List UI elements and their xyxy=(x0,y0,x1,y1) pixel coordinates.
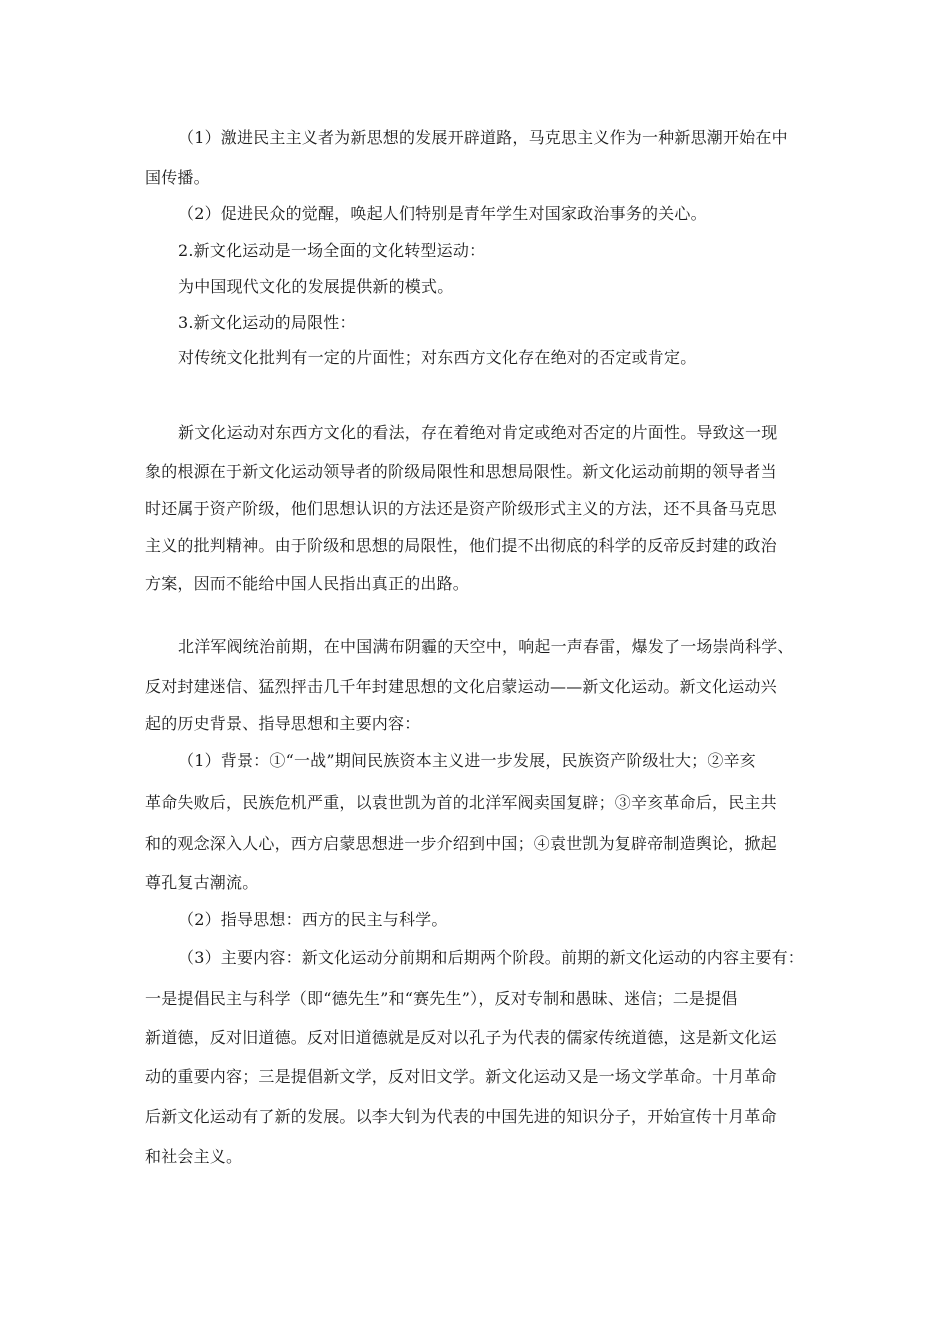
section3-intro-line: 北洋军阀统治前期，在中国满布阴霾的天空中，响起一声春雷，爆发了一场崇尚科学、 xyxy=(178,637,794,656)
section2-line: 方案，因而不能给中国人民指出真正的出路。 xyxy=(145,574,470,593)
section2-line: 象的根源在于新文化运动领导者的阶级局限性和思想局限性。新文化运动前期的领导者当 xyxy=(145,462,777,481)
section3-content-line: 一是提倡民主与科学（即“德先生”和“赛先生”），反对专制和愚昧、迷信；二是提倡 xyxy=(145,989,738,1008)
section3-intro-line: 反对封建迷信、猛烈抨击几千年封建思想的文化启蒙运动——新文化运动。新文化运动兴 xyxy=(145,677,777,696)
section3-content-line: 和社会主义。 xyxy=(145,1147,243,1166)
section3-background-line: 革命失败后，民族危机严重，以袁世凯为首的北洋军阀卖国复辟；③辛亥革命后，民主共 xyxy=(145,793,777,812)
section1-point2-title: 2.新文化运动是一场全面的文化转型运动： xyxy=(178,241,486,260)
section3-background-line: 尊孔复古潮流。 xyxy=(145,873,259,892)
section1-point3-title: 3.新文化运动的局限性： xyxy=(178,313,356,332)
section3-content-line: 动的重要内容；三是提倡新文学，反对旧文学。新文化运动又是一场文学革命。十月革命 xyxy=(145,1067,777,1086)
section3-background-line: （1）背景：①“一战”期间民族资本主义进一步发展，民族资产阶级壮大；②辛亥 xyxy=(178,751,756,770)
section1-item1-line1: （1）激进民主主义者为新思想的发展开辟道路，马克思主义作为一种新思潮开始在中 xyxy=(178,128,788,147)
section3-content-line: 后新文化运动有了新的发展。以李大钊为代表的中国先进的知识分子，开始宣传十月革命 xyxy=(145,1107,777,1126)
section3-background-line: 和的观念深入人心，西方启蒙思想进一步介绍到中国；④袁世凯为复辟帝制造舆论，掀起 xyxy=(145,834,777,853)
section1-item1-line2: 国传播。 xyxy=(145,168,210,187)
section2-line: 新文化运动对东西方文化的看法，存在着绝对肯定或绝对否定的片面性。导致这一现 xyxy=(178,423,778,442)
section3-content-line: （3）主要内容：新文化运动分前期和后期两个阶段。前期的新文化运动的内容主要有： xyxy=(178,948,804,967)
section3-content-line: 新道德，反对旧道德。反对旧道德就是反对以孔子为代表的儒家传统道德，这是新文化运 xyxy=(145,1028,777,1047)
section3-intro-line: 起的历史背景、指导思想和主要内容： xyxy=(145,714,421,733)
section3-guiding: （2）指导思想：西方的民主与科学。 xyxy=(178,910,448,929)
section2-line: 时还属于资产阶级，他们思想认识的方法还是资产阶级形式主义的方法，还不具备马克思 xyxy=(145,499,777,518)
section1-point2-text: 为中国现代文化的发展提供新的模式。 xyxy=(178,277,454,296)
section2-line: 主义的批判精神。由于阶级和思想的局限性，他们提不出彻底的科学的反帝反封建的政治 xyxy=(145,536,777,555)
section1-point3-text: 对传统文化批判有一定的片面性；对东西方文化存在绝对的否定或肯定。 xyxy=(178,348,697,367)
section1-item2: （2）促进民众的觉醒，唤起人们特别是青年学生对国家政治事务的关心。 xyxy=(178,204,707,223)
